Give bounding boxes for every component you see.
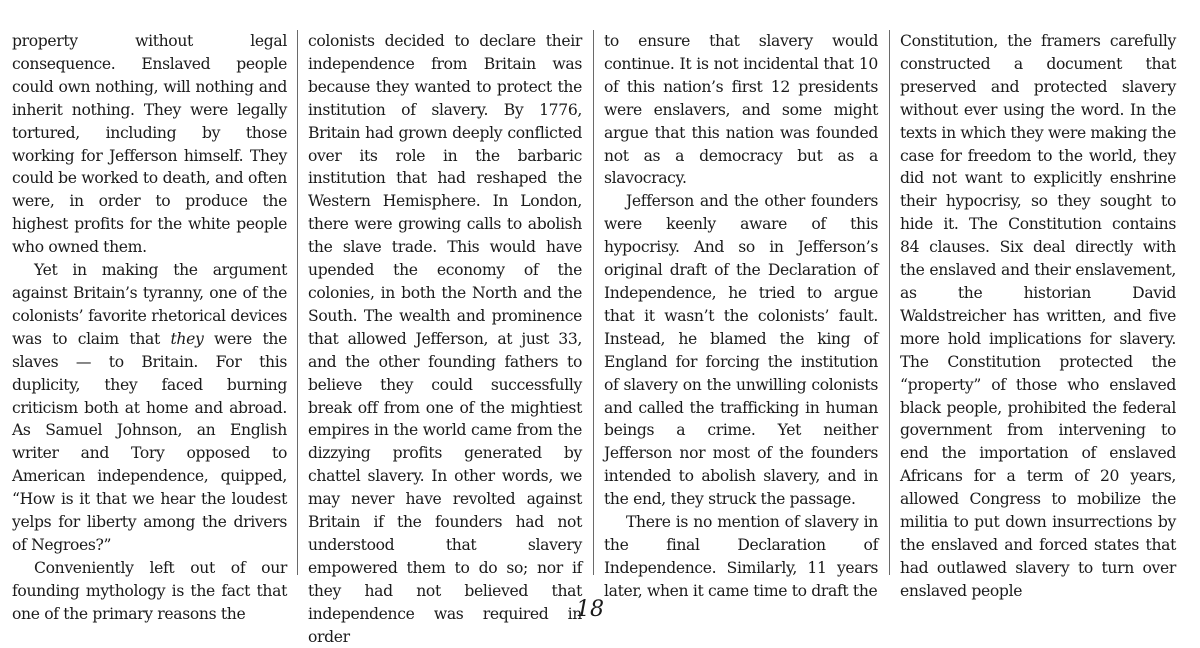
column-3 xyxy=(604,30,878,600)
paragraph: colonists decided to declare their independence from Britain was because they wanted to protect the institution of slavery. By 1776, Britain had grown deeply conflicted over its role in the barbaric institution that had reshaped the Western Hemisphere. In London, there were growing calls to abolish the slave trade. This would have upended the economy of the colonies, in both the North and the South. The wealth and prominence that allowed Jefferson, at just 33, and the other founding fathers to believe they could successfully break off from one of the mightiest empires in the world came from the dizzying profits generated by chattel slavery. In other words, we may never have revolted against Britain if the founders had not understood that slavery empowered them to do so; nor if they had not believed that independence was required in order xyxy=(308,32,582,646)
paragraph: There is no mention of slavery in the final Declaration of Independence. Similarly, 11 years later, when it came time to draft the xyxy=(604,513,878,600)
paragraph: to ensure that slavery would continue. It is not incidental that 10 of this nation’s first 12 presidents were enslavers, and some might argue that this nation was founded not as a democracy but as a slavocracy. xyxy=(604,32,878,188)
column-1 xyxy=(12,30,287,623)
emphasis: they xyxy=(170,329,204,348)
column-divider xyxy=(593,30,594,575)
paragraph: Constitution, the framers carefully constructed a document that preserved and protected slavery without ever using the word. In the texts in which they were making the case for freedom to the world, they did not want to explicitly enshrine their hypocrisy, so they sought to hide it. The Constitution contains 84 clauses. Six deal directly with the enslaved and their enslavement, as the historian David Waldstreicher has written, and five more hold implications for slavery. The Constitution protected the “property” of those who enslaved black people, prohibited the federal government from intervening to end the importation of enslaved Africans for a term of 20 years, allowed Congress to mobilize the militia to put down insurrections by the enslaved and forced states that had outlawed slavery to turn over enslaved people xyxy=(900,32,1176,600)
paragraph: property without legal consequence. Enslaved people could own nothing, will nothing and inherit nothing. They were legally tortured, including by those working for Jefferson himself. They could be worked to death, and often were, in order to produce the highest profits for the white people who owned them. xyxy=(12,32,287,257)
column-4 xyxy=(900,30,1176,600)
page-number: 18 xyxy=(576,597,604,622)
column-divider xyxy=(297,30,298,575)
paragraph-text: Yet in making the argument against Britain’s tyranny, one of the colonists’ favorite rhetorical devices was to claim that xyxy=(12,261,287,348)
paragraph-text: were the slaves — to Britain. For this duplicity, they faced burning criticism both at home and abroad. As Samuel Johnson, an English writer and Tory opposed to American independence, quipped, “How is it that we hear the loudest yelps for liberty among the drivers of Negroes?” xyxy=(12,329,287,554)
paragraph: Jefferson and the other founders were keenly aware of this hypocrisy. And so in Jefferson’s original draft of the Declaration of Independence, he tried to argue that it wasn’t the colonists’ fault. Instead, he blamed the king of England for forcing the institution of slavery on the unwilling colonists and called the trafficking in human beings a crime. Yet neither Jefferson nor most of the founders intended to abolish slavery, and in the end, they struck the passage. xyxy=(604,192,878,509)
paragraph: Conveniently left out of our founding mythology is the fact that one of the primary reasons the xyxy=(12,558,287,623)
column-divider xyxy=(889,30,890,575)
column-2 xyxy=(308,30,582,646)
paragraph xyxy=(12,259,287,557)
